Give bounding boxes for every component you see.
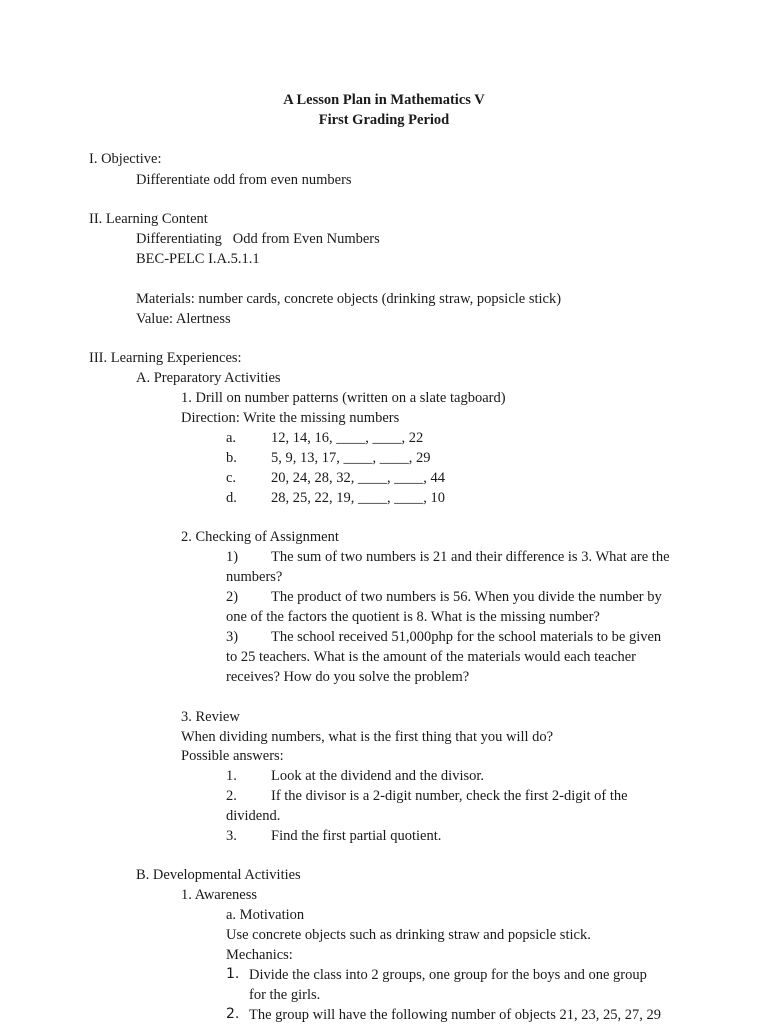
drill-item-text: 5, 9, 13, 17, ____, ____, 29 — [271, 450, 431, 466]
checking-item-line: The school received 51,000php for the school materials to be given — [271, 629, 662, 645]
content-value: Value: Alertness — [136, 311, 231, 327]
drill-direction: Direction: Write the missing numbers — [181, 410, 400, 426]
mechanics-item-line: The group will have the following number of objects 21, 23, 25, 27, 29 — [249, 1007, 661, 1023]
objective-heading: I. Objective: — [89, 151, 162, 167]
drill-item-label: d. — [226, 490, 237, 506]
preparatory-heading: A. Preparatory Activities — [136, 370, 281, 386]
checking-item-label: 2) — [226, 589, 239, 605]
content-topic: Differentiating Odd from Even Numbers — [136, 231, 380, 247]
mechanics-item-line: Divide the class into 2 groups, one group for the boys and one group — [249, 967, 647, 983]
document-title: A Lesson Plan in Mathematics V — [283, 92, 485, 108]
objective-text: Differentiate odd from even numbers — [136, 172, 352, 188]
review-item-label: 1. — [226, 768, 237, 784]
review-item-label: 2. — [226, 788, 237, 804]
mechanics-item-label: 1. — [226, 966, 240, 982]
review-heading: 3. Review — [181, 709, 240, 725]
content-materials: Materials: number cards, concrete objects (drinking straw, popsicle stick) — [136, 291, 562, 307]
checking-item-line: to 25 teachers. What is the amount of the materials would each teacher — [226, 649, 637, 665]
review-item-line: dividend. — [226, 808, 281, 824]
document-subtitle: First Grading Period — [318, 112, 450, 128]
checking-item-line: The sum of two numbers is 21 and their difference is 3. What are the — [271, 549, 670, 565]
checking-item-label: 1) — [226, 549, 239, 565]
drill-item-label: c. — [226, 470, 237, 486]
review-answers-label: Possible answers: — [181, 748, 284, 764]
drill-item-text: 12, 14, 16, ____, ____, 22 — [271, 430, 424, 446]
checking-item-line: receives? How do you solve the problem? — [226, 669, 470, 685]
drill-heading: 1. Drill on number patterns (written on a slate tagboard) — [181, 390, 506, 406]
drill-item-label: a. — [226, 430, 237, 446]
motivation-heading: a. Motivation — [226, 907, 305, 923]
review-item-line: If the divisor is a 2-digit number, check the first 2-digit of the — [271, 788, 628, 804]
review-item-line: Look at the dividend and the divisor. — [271, 768, 485, 784]
experiences-heading: III. Learning Experiences: — [89, 350, 242, 366]
checking-item-line: The product of two numbers is 56. When you divide the number by — [271, 589, 662, 605]
drill-item-label: b. — [226, 450, 237, 466]
content-code: BEC-PELC I.A.5.1.1 — [136, 251, 260, 267]
mechanics-item-label: 2. — [226, 1006, 240, 1022]
checking-item-line: one of the factors the quotient is 8. What is the missing number? — [226, 609, 600, 625]
review-item-line: Find the first partial quotient. — [271, 828, 442, 844]
drill-item-text: 28, 25, 22, 19, ____, ____, 10 — [271, 490, 445, 506]
checking-heading: 2. Checking of Assignment — [181, 529, 339, 545]
drill-item-text: 20, 24, 28, 32, ____, ____, 44 — [271, 470, 445, 486]
awareness-heading: 1. Awareness — [181, 887, 257, 903]
review-question: When dividing numbers, what is the first thing that you will do? — [181, 729, 554, 745]
content-heading: II. Learning Content — [89, 211, 208, 227]
review-item-label: 3. — [226, 828, 237, 844]
motivation-use: Use concrete objects such as drinking straw and popsicle stick. — [226, 927, 591, 943]
checking-item-line: numbers? — [226, 569, 283, 585]
checking-item-label: 3) — [226, 629, 239, 645]
mechanics-label: Mechanics: — [226, 947, 293, 963]
mechanics-item-line: for the girls. — [249, 987, 321, 1003]
developmental-heading: B. Developmental Activities — [136, 867, 301, 883]
